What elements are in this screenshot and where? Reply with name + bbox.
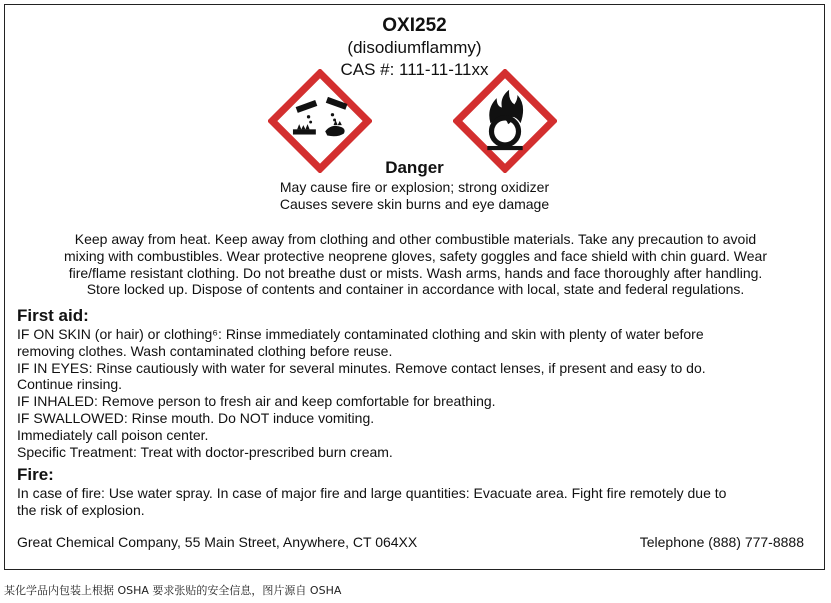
first-aid-section: [17, 306, 812, 460]
first-aid-line: IF INHALED: Remove person to fresh air and keep comfortable for breathing.: [17, 393, 496, 410]
fire-line: In case of fire: Use water spray. In case of major fire and large quantities: Evacuate area. Fight fire remotely due to: [17, 485, 727, 501]
first-aid-line: IF IN EYES: Rinse cautiously with water for several minutes. Remove contact lenses, if present and easy to do.: [17, 359, 706, 376]
precaution-line: mixing with combustibles. Wear protective neoprene gloves, safety goggles and face shield with chin guard. Wear: [64, 247, 767, 264]
chemical-label: [4, 4, 825, 570]
signal-word: Danger: [385, 158, 444, 177]
first-aid-line: Immediately call poison center.: [17, 426, 209, 443]
first-aid-line: Continue rinsing.: [17, 376, 123, 393]
first-aid-line: Specific Treatment: Treat with doctor-prescribed burn cream.: [17, 443, 393, 460]
telephone: Telephone (888) 777-8888: [639, 534, 804, 550]
company-address: Great Chemical Company, 55 Main Street, Anywhere, CT 064XX: [17, 534, 418, 550]
hazard-statement: May cause fire or explosion; strong oxidizer: [279, 179, 550, 195]
first-aid-line: removing clothes. Wash contaminated clothing before reuse.: [17, 342, 393, 359]
fire-title: Fire:: [17, 465, 54, 484]
precaution-line: fire/flame resistant clothing. Do not breathe dust or mists. Wash arms, hands and face thoroughly after handling.: [68, 264, 763, 281]
precaution-line: Keep away from heat. Keep away from clothing and other combustible materials. Take any precaution to avoid: [74, 231, 757, 247]
first-aid-line: IF SWALLOWED: Rinse mouth. Do NOT induce vomiting.: [17, 409, 375, 426]
cas-number: CAS #: 111-11-11xx: [340, 60, 489, 79]
precaution-line: Store locked up. Dispose of contents and container in accordance with local, state and federal regulations.: [86, 281, 745, 298]
product-name: OXI252: [382, 15, 447, 36]
first-aid-line: IF ON SKIN (or hair) or clothing⁶: Rinse immediately contaminated clothing and skin with plenty of water before: [17, 326, 704, 342]
fire-section: [17, 465, 812, 519]
fire-line: the risk of explosion.: [17, 501, 145, 518]
image-caption: 某化学品内包装上根据 OSHA 要求张贴的安全信息，图片源自 OSHA: [4, 584, 342, 597]
chemical-name: (disodiumflammy): [347, 38, 482, 57]
first-aid-title: First aid:: [17, 306, 89, 325]
hazard-statement: Causes severe skin burns and eye damage: [279, 196, 550, 212]
precautionary-statements: [17, 231, 814, 298]
